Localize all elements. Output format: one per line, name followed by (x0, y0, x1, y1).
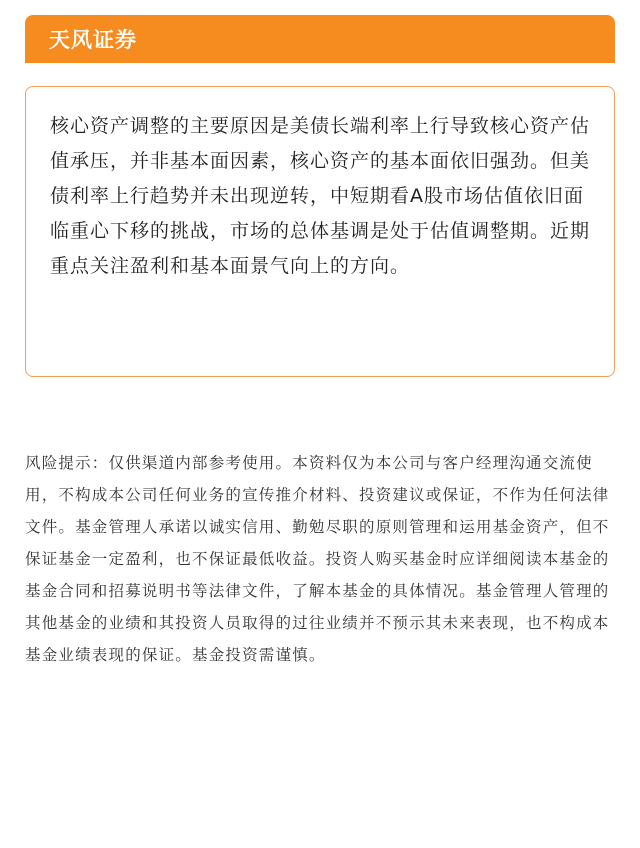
content-box (25, 86, 615, 377)
content-paragraph: 核心资产调整的主要原因是美债长端利率上行导致核心资产估值承压，并非基本面因素，核心资产的基本面依旧强劲。但美债利率上行趋势并未出现逆转，中短期看A股市场估值依旧面临重心下移的挑战，市场的总体基调是处于估值调整期。近期重点关注盈利和基本面景气向上的方向。 (50, 115, 591, 277)
header-bar (25, 15, 615, 63)
risk-disclaimer: 风险提示：仅供渠道内部参考使用。本资料仅为本公司与客户经理沟通交流使用，不构成本公司任何业务的宣传推介材料、投资建议或保证，不作为任何法律文件。基金管理人承诺以诚实信用、勤勉尽职的原则管理和运用基金资产，但不保证基金一定盈利，也不保证最低收益。投资人购买基金时应详细阅读本基金的基金合同和招募说明书等法律文件，了解本基金的具体情况。基金管理人管理的其他基金的业绩和其投资人员取得的过往业绩并不预示其未来表现，也不构成本基金业绩表现的保证。基金投资需谨慎。 (25, 454, 610, 664)
header-title: 天风证券 (49, 28, 137, 52)
